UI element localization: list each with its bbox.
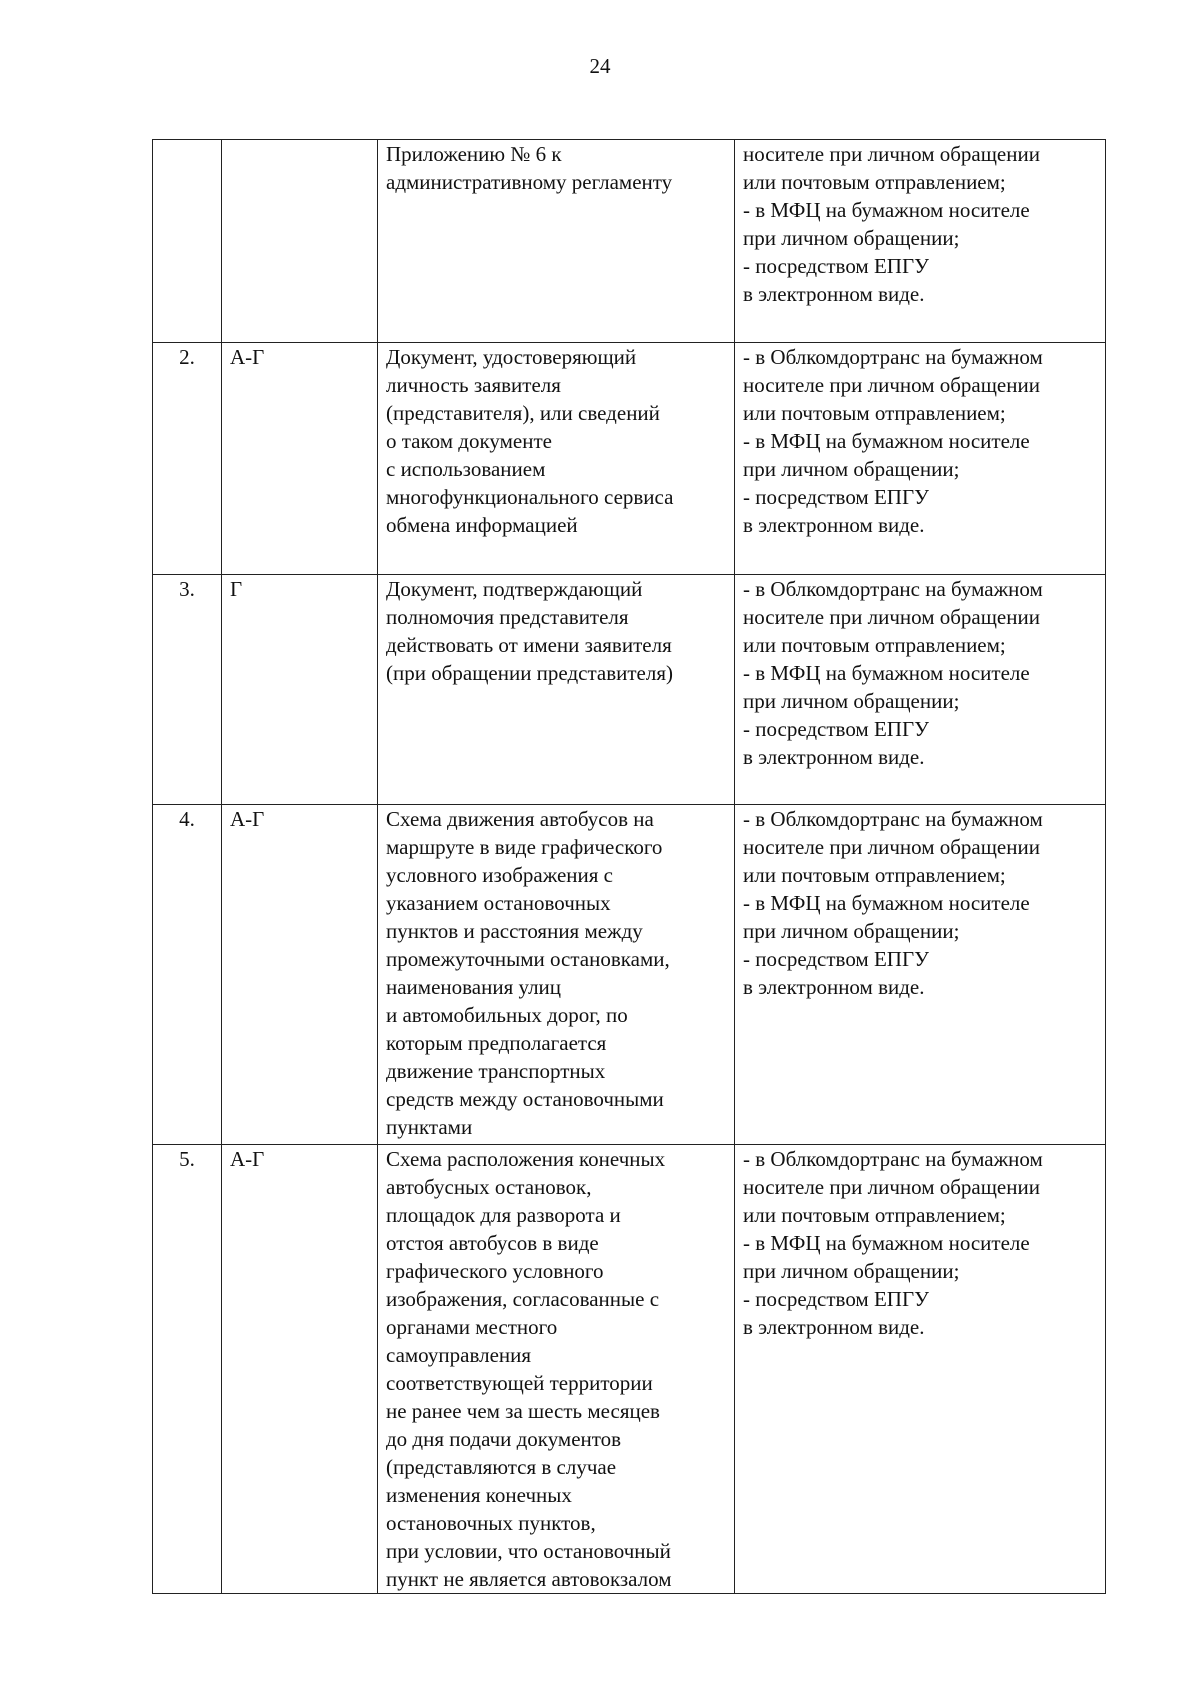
document-line: многофункционального сервиса <box>386 485 674 509</box>
method-line: - в Облкомдортранс на бумажном <box>743 807 1043 831</box>
method-line: - в МФЦ на бумажном носителе <box>743 891 1030 915</box>
document-line: соответствующей территории <box>386 1371 653 1395</box>
document-description <box>378 1145 735 1594</box>
document-line: автобусных остановок, <box>386 1175 592 1199</box>
applicant-category: А-Г <box>222 343 378 575</box>
document-description <box>378 343 735 575</box>
method-line: при личном обращении; <box>743 689 960 713</box>
document-line: условного изображения с <box>386 863 613 887</box>
method-line: - посредством ЕПГУ <box>743 947 929 971</box>
document-line: о таком документе <box>386 429 552 453</box>
method-line: при личном обращении; <box>743 226 960 250</box>
table-row <box>153 805 1106 1145</box>
table-row <box>153 140 1106 343</box>
applicant-category: А-Г <box>222 805 378 1145</box>
document-description <box>378 575 735 805</box>
row-number: 3. <box>153 575 222 805</box>
submission-method <box>735 575 1106 805</box>
applicant-category: А-Г <box>222 1145 378 1594</box>
document-line: до дня подачи документов <box>386 1427 622 1451</box>
table-row <box>153 343 1106 575</box>
document-line: полномочия представителя <box>386 605 629 629</box>
submission-method <box>735 343 1106 575</box>
row-number: 4. <box>153 805 222 1145</box>
document-line: действовать от имени заявителя <box>386 633 672 657</box>
document-line: отстоя автобусов в виде <box>386 1231 599 1255</box>
method-line: носителе при личном обращении <box>743 373 1040 397</box>
table-row <box>153 1145 1106 1594</box>
method-line: носителе при личном обращении <box>743 1175 1040 1199</box>
method-line: носителе при личном обращении <box>743 142 1040 166</box>
document-description <box>378 805 735 1145</box>
method-line: или почтовым отправлением; <box>743 1203 1006 1227</box>
submission-method <box>735 805 1106 1145</box>
method-line: - в Облкомдортранс на бумажном <box>743 345 1043 369</box>
row-number: 2. <box>153 343 222 575</box>
document-line: (представляются в случае <box>386 1455 617 1479</box>
document-line: с использованием <box>386 457 546 481</box>
document-line: Документ, подтверждающий <box>386 577 643 601</box>
method-line: носителе при личном обращении <box>743 605 1040 629</box>
method-line: при личном обращении; <box>743 1259 960 1283</box>
document-line: движение транспортных <box>386 1059 606 1083</box>
method-line: в электронном виде. <box>743 513 925 537</box>
table-row <box>153 575 1106 805</box>
method-line: - в Облкомдортранс на бумажном <box>743 577 1043 601</box>
method-line: или почтовым отправлением; <box>743 401 1006 425</box>
method-line: - в МФЦ на бумажном носителе <box>743 429 1030 453</box>
document-description <box>378 140 735 343</box>
page-number: 24 <box>589 54 611 78</box>
row-number <box>153 140 222 343</box>
document-line: (при обращении представителя) <box>386 661 674 685</box>
documents-table <box>152 139 1106 1594</box>
applicant-category: Г <box>222 575 378 805</box>
document-line: личность заявителя <box>386 373 561 397</box>
document-line: самоуправления <box>386 1343 532 1367</box>
document-line: (представителя), или сведений <box>386 401 660 425</box>
method-line: в электронном виде. <box>743 975 925 999</box>
document-line: Приложению № 6 к <box>386 142 562 166</box>
method-line: - посредством ЕПГУ <box>743 717 929 741</box>
method-line: в электронном виде. <box>743 282 925 306</box>
document-line: и автомобильных дорог, по <box>386 1003 628 1027</box>
method-line: - посредством ЕПГУ <box>743 485 929 509</box>
method-line: - в МФЦ на бумажном носителе <box>743 198 1030 222</box>
method-line: - посредством ЕПГУ <box>743 1287 929 1311</box>
document-line: Документ, удостоверяющий <box>386 345 637 369</box>
document-line: пункт не является автовокзалом <box>386 1567 672 1591</box>
document-line: промежуточными остановками, <box>386 947 670 971</box>
document-line: изображения, согласованные с <box>386 1287 660 1311</box>
document-line: при условии, что остановочный <box>386 1539 671 1563</box>
document-line: пунктов и расстояния между <box>386 919 643 943</box>
method-line: в электронном виде. <box>743 745 925 769</box>
applicant-category <box>222 140 378 343</box>
document-line: средств между остановочными <box>386 1087 664 1111</box>
document-line: Схема движения автобусов на <box>386 807 654 831</box>
method-line: в электронном виде. <box>743 1315 925 1339</box>
document-line: остановочных пунктов, <box>386 1511 596 1535</box>
document-line: административному регламенту <box>386 170 673 194</box>
document-line: обмена информацией <box>386 513 578 537</box>
document-line: указанием остановочных <box>386 891 611 915</box>
method-line: - в Облкомдортранс на бумажном <box>743 1147 1043 1171</box>
document-line: которым предполагается <box>386 1031 607 1055</box>
method-line: при личном обращении; <box>743 457 960 481</box>
method-line: - посредством ЕПГУ <box>743 254 929 278</box>
document-line: маршруте в виде графического <box>386 835 663 859</box>
method-line: или почтовым отправлением; <box>743 863 1006 887</box>
document-line: органами местного <box>386 1315 558 1339</box>
document-line: Схема расположения конечных <box>386 1147 666 1171</box>
submission-method <box>735 1145 1106 1594</box>
method-line: при личном обращении; <box>743 919 960 943</box>
document-line: площадок для разворота и <box>386 1203 621 1227</box>
method-line: или почтовым отправлением; <box>743 170 1006 194</box>
document-line: пунктами <box>386 1115 473 1139</box>
method-line: - в МФЦ на бумажном носителе <box>743 1231 1030 1255</box>
document-line: наименования улиц <box>386 975 562 999</box>
document-line: не ранее чем за шесть месяцев <box>386 1399 660 1423</box>
document-line: изменения конечных <box>386 1483 572 1507</box>
document-line: графического условного <box>386 1259 604 1283</box>
row-number: 5. <box>153 1145 222 1594</box>
method-line: или почтовым отправлением; <box>743 633 1006 657</box>
submission-method <box>735 140 1106 343</box>
method-line: носителе при личном обращении <box>743 835 1040 859</box>
method-line: - в МФЦ на бумажном носителе <box>743 661 1030 685</box>
